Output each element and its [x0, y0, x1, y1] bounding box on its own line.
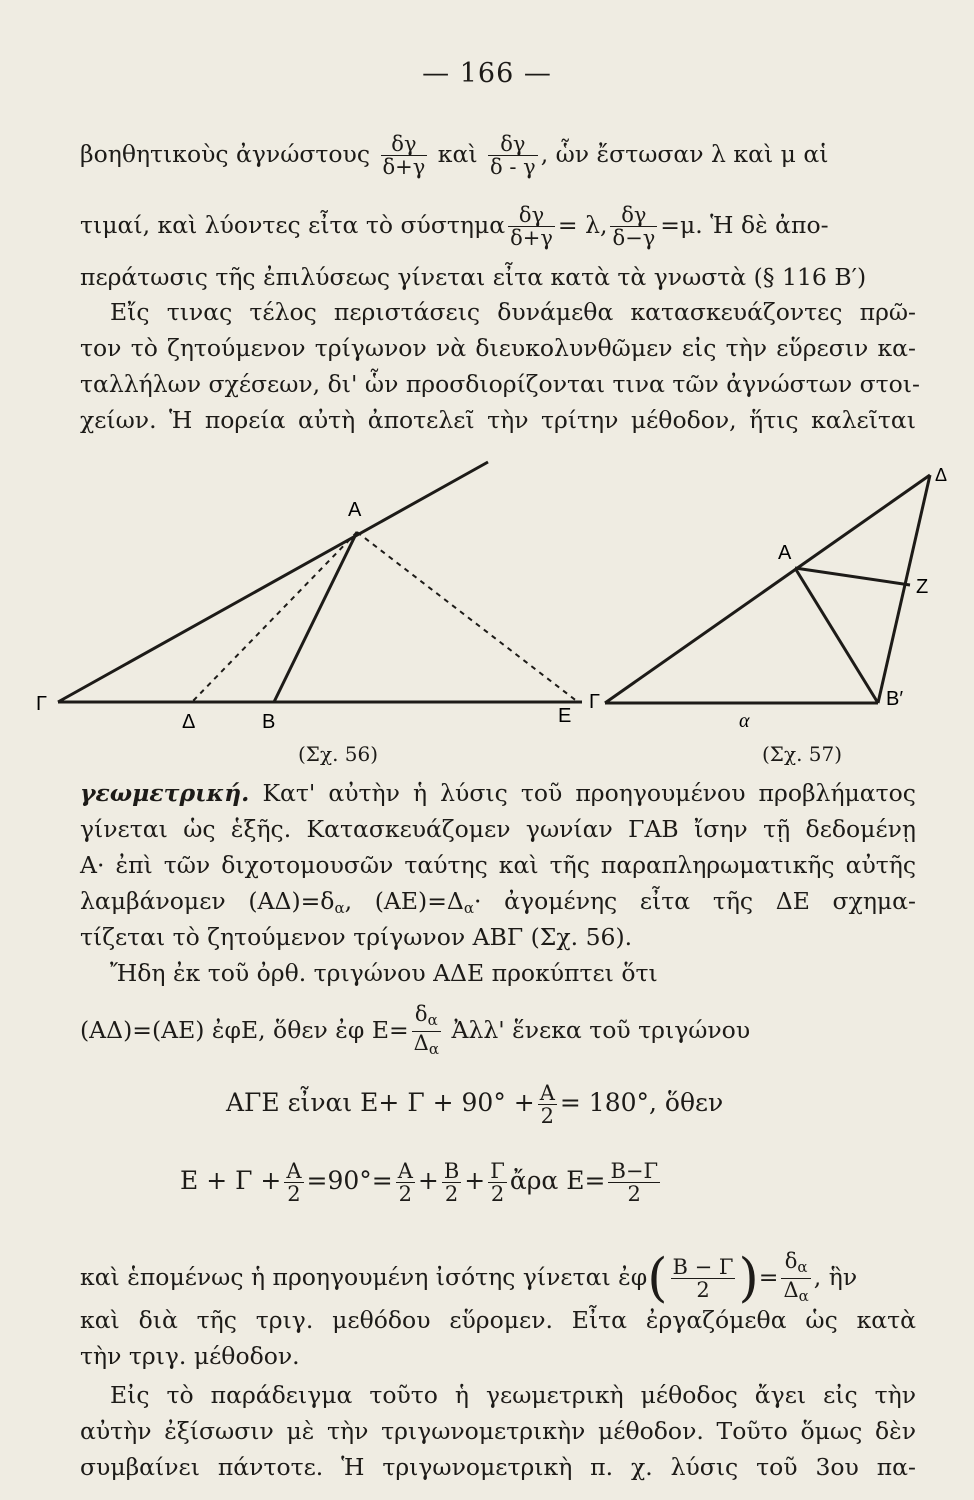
- text-line-11: [80, 886, 916, 923]
- fraction: [381, 133, 428, 178]
- text-run: = 180°, ὅθεν: [559, 1088, 724, 1117]
- denominator: 2: [398, 1182, 412, 1206]
- text-run: =μ. Ἡ δὲ ἀπο-: [660, 211, 829, 239]
- fraction: [284, 1160, 303, 1205]
- text-line-21: αὐτὴν ἐξίσωσιν μὲ τὴν τριγωνομετρικὴν μέθοδον. Τοῦτο ὅμως δὲν: [80, 1417, 916, 1445]
- fraction: [671, 1256, 736, 1301]
- denominator: δ+γ: [382, 155, 426, 179]
- denominator: [412, 1032, 441, 1060]
- text-run: καὶ: [437, 140, 478, 168]
- numerator-symbol: δ: [414, 1002, 428, 1026]
- figure-56-diagram: [30, 440, 590, 740]
- text-line-22: συμβαίνει πάντοτε. Ἡ τριγωνομετρικὴ π. χ. λύσις τοῦ 3ου πα-: [80, 1453, 916, 1481]
- text-line-5: τον τὸ ζητούμενον τρίγωνον νὰ διευκολυνθῶμεν εἰς τὴν εὕρεσιν κα-: [80, 334, 916, 362]
- denominator: 2: [444, 1182, 459, 1206]
- label-A: A: [348, 499, 362, 521]
- fraction: [608, 1160, 660, 1205]
- denominator: 2: [287, 1182, 301, 1206]
- side-line-ab: [795, 568, 878, 703]
- text-run: , ἣν: [813, 1263, 858, 1291]
- segment-az: [795, 568, 910, 585]
- text-run: , ὧν ἔστωσαν λ καὶ μ αἱ: [540, 140, 829, 168]
- text-run: ἄρα Ε=: [509, 1166, 606, 1195]
- label-D: Δ: [935, 465, 948, 485]
- figure-56: [30, 440, 590, 740]
- label-E: E: [558, 705, 572, 727]
- fraction: [412, 1003, 441, 1060]
- fraction: [488, 1160, 507, 1205]
- text-line-17: [80, 1250, 940, 1307]
- subscript: α: [798, 1287, 809, 1305]
- text-line-13: Ἤδη ἐκ τοῦ ὀρθ. τριγώνου ΑΔΕ προκύπτει ὅτι: [110, 959, 658, 987]
- denominator-symbol: Δ: [413, 1031, 429, 1055]
- label-G: Γ: [589, 691, 601, 713]
- text-line-12: τίζεται τὸ ζητούμενον τρίγωνον ΑΒΓ (Σχ. 56).: [80, 923, 633, 951]
- text-line-16: [180, 1160, 920, 1205]
- fraction: [488, 133, 538, 178]
- bisector-ae: [357, 532, 578, 702]
- text-run: =90°=: [306, 1166, 393, 1195]
- subscript: α: [428, 1040, 439, 1058]
- text-line-19: τὴν τριγ. μέθοδον.: [80, 1342, 300, 1370]
- text-run: Ἀλλ' ἕνεκα τοῦ τριγώνου: [451, 1016, 751, 1044]
- text-line-15: [226, 1082, 926, 1127]
- text-line-1: [80, 133, 916, 178]
- text-run: καὶ ἑπομένως ἡ προηγουμένη ἰσότης γίνεται ἐφ: [80, 1263, 648, 1291]
- denominator: 2: [627, 1182, 641, 1206]
- fraction: [781, 1250, 810, 1307]
- figure-57-diagram: [585, 455, 970, 745]
- figure-57: [585, 455, 970, 745]
- text-run: λαμβάνομεν (ΑΔ)=δ: [80, 887, 335, 915]
- denominator: 2: [696, 1278, 710, 1302]
- fraction: [396, 1160, 415, 1205]
- subscript: α: [334, 899, 345, 917]
- bisector-ad: [192, 532, 357, 702]
- label-a: α: [739, 710, 750, 732]
- text-run: (ΑΔ)=(ΑΕ) ἐφΕ, ὅθεν ἐφ Ε=: [80, 1016, 409, 1044]
- text-run: · ἀγομένης εἶτα τῆς ΔΕ σχημα-: [474, 887, 916, 915]
- label-Z: Z: [916, 576, 929, 598]
- side-line-gd: [605, 475, 930, 703]
- text-line-4: Εἴς τινας τέλος περιστάσεις δυνάμεθα κατασκευάζοντες πρῶ-: [110, 298, 916, 326]
- text-line-8: [80, 778, 916, 808]
- label-D: Δ: [182, 711, 196, 733]
- numerator: [781, 1250, 810, 1279]
- text-line-7: χείων. Ἡ πορεία αὐτὴ ἀποτελεῖ τὴν τρίτην μέθοδον, ἥτις καλεῖται: [80, 406, 916, 434]
- text-line-9: γίνεται ὡς ἑξῆς. Κατασκευάζομεν γωνίαν ΓΑΒ ἴσην τῇ δεδομένῃ: [80, 815, 916, 843]
- numerator: Β − Γ: [672, 1255, 734, 1279]
- text-line-2: [80, 204, 916, 249]
- text-run: = λ,: [557, 211, 608, 239]
- text-line-18: καὶ διὰ τῆς τριγ. μεθόδου εὕρομεν. Εἶτα ἐργαζόμεθα ὡς κατὰ: [80, 1306, 916, 1334]
- numerator: Β: [443, 1159, 460, 1183]
- text-run: ΑΓΕ εἶναι Ε+ Γ + 90° +: [226, 1088, 535, 1117]
- label-B: B′: [886, 688, 904, 710]
- denominator: δ−γ: [612, 226, 656, 250]
- numerator: δγ: [381, 133, 428, 156]
- numerator-symbol: δ: [784, 1249, 798, 1273]
- numerator: Β−Γ: [610, 1159, 659, 1183]
- numerator: Α: [539, 1081, 555, 1105]
- numerator: Α: [286, 1159, 302, 1183]
- page-number: — 166 —: [422, 58, 552, 89]
- label-A: A: [778, 542, 792, 564]
- numerator: δγ: [508, 204, 555, 227]
- denominator: 2: [540, 1104, 554, 1128]
- text-line-6: ταλλήλων σχέσεων, δι' ὧν προσδιορίζονται τινα τῶν ἀγνώστων στοι-: [80, 370, 920, 398]
- text-line-14: [80, 1003, 916, 1060]
- numerator: δγ: [488, 133, 538, 156]
- label-G: Γ: [36, 693, 48, 715]
- text-run: βοηθητικοὺς ἀγνώστους: [80, 140, 371, 168]
- left-paren: (: [647, 1248, 668, 1309]
- figure-57-caption: (Σχ. 57): [762, 742, 843, 766]
- subscript: α: [797, 1258, 808, 1276]
- numerator: Γ: [490, 1159, 505, 1183]
- fraction: [538, 1082, 557, 1127]
- text-line-20: Εἰς τὸ παράδειγμα τοῦτο ἡ γεωμετρικὴ μέθοδος ἄγει εἰς τὴν: [110, 1381, 916, 1409]
- subscript: α: [427, 1011, 438, 1029]
- text-run: τιμαί, καὶ λύοντες εἶτα τὸ σύστημα: [80, 211, 506, 239]
- text-run: =: [758, 1263, 779, 1291]
- denominator: [781, 1279, 810, 1307]
- figure-56-caption: (Σχ. 56): [298, 742, 379, 766]
- emphasis-term: γεωμετρική.: [80, 779, 250, 807]
- text-run: Κατ' αὐτὴν ἡ λύσις τοῦ προηγουμένου προβλήματος: [262, 779, 916, 807]
- text-line-3: περάτωσις τῆς ἐπιλύσεως γίνεται εἶτα κατὰ τὰ γνωστὰ (§ 116 Β′): [80, 263, 867, 291]
- denominator: 2: [490, 1182, 505, 1206]
- fraction: [442, 1160, 461, 1205]
- text-run: +: [417, 1166, 439, 1195]
- fraction: [508, 204, 555, 249]
- label-B: B: [262, 711, 276, 733]
- denominator: δ+γ: [510, 226, 553, 250]
- numerator: Α: [397, 1159, 413, 1183]
- text-run: Ε + Γ +: [180, 1166, 282, 1195]
- right-paren: ): [738, 1248, 759, 1309]
- denominator: δ - γ: [490, 155, 536, 179]
- subscript: α: [463, 899, 475, 917]
- denominator-symbol: Δ: [783, 1278, 799, 1302]
- text-run: , (ΑΕ)=Δ: [344, 887, 464, 915]
- numerator: [412, 1003, 441, 1032]
- text-run: +: [464, 1166, 486, 1195]
- fraction: [610, 204, 657, 249]
- text-line-10: Α· ἐπὶ τῶν διχοτομουσῶν ταύτης καὶ τῆς παραπληρωματικῆς αὐτῆς: [80, 851, 916, 879]
- numerator: δγ: [610, 204, 657, 227]
